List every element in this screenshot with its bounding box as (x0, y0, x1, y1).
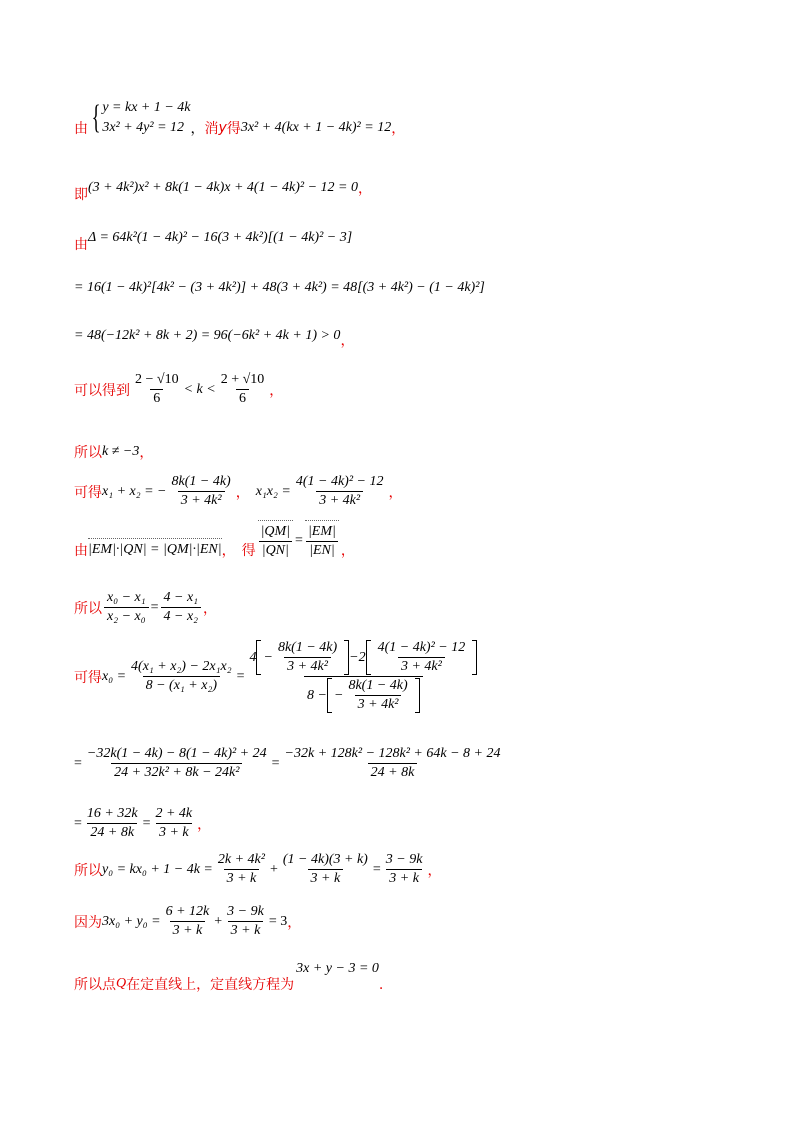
denominator: 8 − (x₁ + x₂) (143, 676, 220, 694)
fraction (132, 372, 182, 407)
fraction (163, 904, 213, 939)
lead-text: 由 (74, 121, 88, 137)
product-lhs: x₁x₂ = (255, 483, 291, 499)
numerator: 4 − $\frac{8k(1 - 4k)}{\text{3 + 4k²}}$ −2 $\frac{\text{4(1 − 4k)² − 12}}{\text{3 + 4k²}}$ (246, 640, 480, 676)
equals-sign: = (372, 861, 381, 877)
numerator: 8k(1 − 4k) (171, 474, 231, 489)
lead-text: 所以 (74, 445, 102, 461)
denominator: 3 + k (156, 823, 192, 841)
line-simplify-1 (74, 746, 505, 781)
fraction (224, 904, 267, 939)
numerator: 4 − x₁ (163, 590, 199, 605)
brace-symbol: { (91, 99, 101, 136)
denominator: |QN| (259, 541, 292, 559)
fraction (128, 659, 235, 694)
comma: ， (287, 914, 302, 931)
fraction (293, 474, 387, 509)
fraction (152, 806, 195, 841)
conclusion-text: 在定直线上，定直线方程为 (126, 977, 295, 993)
denominator: 3 + 4k² (398, 657, 445, 675)
equals-sign: = (295, 533, 303, 548)
lead-text: 由 (74, 237, 88, 253)
numerator: 3 − 9k (227, 904, 264, 919)
equals-sign: = (236, 668, 245, 684)
lead-text: 即 (74, 187, 88, 203)
fraction (258, 524, 293, 559)
k-condition: k ≠ −3 (102, 444, 140, 459)
plus-sign: + (269, 861, 278, 877)
system-eq-1: y = kx + 1 − 4k (102, 100, 191, 115)
denominator: 3 + k (386, 869, 422, 887)
fraction (218, 372, 268, 407)
comma: ， (221, 543, 236, 559)
numerator: 8k(1 − 4k) (348, 678, 408, 693)
bracket-group: − $\frac{8k(1 - 4k)}{\text{3 + 4k²}}$ (256, 640, 349, 675)
big-fraction (246, 640, 480, 713)
y0-lhs: y₀ = kx₀ + 1 − 4k = (102, 861, 213, 877)
denominator: 3 + k (308, 869, 344, 887)
denominator: 24 + 8k (87, 823, 137, 841)
numerator: 8k(1 − 4k) (277, 640, 338, 655)
fraction (104, 590, 149, 625)
numerator: |EM| (305, 524, 339, 541)
fraction (275, 640, 340, 675)
line-quadratic (74, 172, 372, 204)
numerator: 3 − 9k (385, 852, 423, 867)
inequality: < k < (183, 381, 216, 397)
comma: ， (203, 600, 218, 617)
denominator: |EN| (306, 541, 338, 559)
line-vector-ratio (74, 522, 355, 560)
denominator: 3 + 4k² (284, 657, 331, 675)
denominator: 3 + 4k² (178, 491, 225, 509)
line-discriminant (74, 222, 352, 254)
fraction (282, 746, 504, 781)
lead-text: 所以 (74, 600, 102, 617)
denominator: 3 + 4k² (316, 491, 363, 509)
denominator: 6 (150, 389, 163, 407)
fraction (383, 852, 426, 887)
comma: ， (357, 181, 372, 197)
line-discriminant-2 (74, 280, 485, 296)
line-system (74, 98, 405, 138)
substituted-equation: 3x² + 4(kx + 1 − 4k)² = 12 (240, 120, 392, 135)
numerator: 2 − √10 (135, 372, 179, 387)
get-text: 得 (241, 543, 256, 559)
verify-rhs: = 3 (268, 913, 288, 929)
numerator: x₀ − x₁ (107, 590, 146, 605)
lead-text: 可以得到 (74, 382, 130, 399)
discriminant-expr-2: = 16(1 − 4k)²[4k² − (3 + 4k²)] + 48(3 + 4k²) = 48[(3 + 4k²) − (1 − 4k)²] (74, 280, 485, 295)
lead-text: 所以 (74, 862, 102, 879)
lead-text: 因为 (74, 914, 102, 931)
numerator: −32k(1 − 4k) − 8(1 − 4k)² + 24 (86, 746, 267, 761)
denominator: 3 + k (224, 869, 260, 887)
sum-lhs: x₁ + x₂ = − (102, 483, 167, 499)
fraction (169, 474, 234, 509)
quadratic-equation: (3 + 4k²)x² + 8k(1 − 4k)x + 4(1 − 4k)² − 12 = 0 (88, 180, 358, 195)
denominator: 8 − − $\frac{8k(1 - 4k)}{\text{3 + 4k²}}$ (304, 676, 423, 713)
line-simplify-2 (74, 806, 211, 841)
numerator: 6 + 12k (165, 904, 210, 919)
denominator: 3 + k (170, 921, 206, 939)
line-k-range (74, 372, 283, 407)
equals-sign: = (142, 815, 151, 831)
comma: ， (340, 333, 355, 349)
fraction (345, 678, 410, 713)
fraction (280, 852, 371, 887)
denominator: 3 + 4k² (355, 695, 402, 713)
discriminant-expr: Δ = 64k²(1 − 4k)² − 16(3 + 4k²)[(1 − 4k)² − 3] (88, 230, 353, 245)
point-label: Q (116, 976, 127, 991)
fraction (161, 590, 202, 625)
equals-sign: = (74, 755, 82, 771)
equation-system (88, 98, 191, 138)
line-vieta (74, 474, 402, 509)
bracket-group (366, 640, 478, 675)
denominator: 3 + k (228, 921, 264, 939)
fraction (84, 746, 270, 781)
verify-lhs: 3x₀ + y₀ = (102, 913, 161, 929)
bracket-group: − $\frac{8k(1 - 4k)}{\text{3 + 4k²}}$ (327, 678, 420, 713)
comma: ， (197, 816, 212, 833)
line-discriminant-3 (74, 322, 354, 350)
fraction (84, 806, 141, 841)
denominator: 6 (236, 389, 249, 407)
equals-sign: = (271, 755, 280, 771)
comma: ， (388, 484, 403, 501)
line-x0 (74, 640, 482, 713)
numerator: 4(1 − 4k)² − 12 (377, 640, 466, 655)
get-text: 得 (226, 121, 241, 137)
plus-sign: + (214, 913, 223, 929)
numerator: −32k + 128k² − 128k² + 64k − 8 + 24 (284, 746, 501, 761)
lead-text: 可得 (74, 484, 102, 501)
comma: ， (391, 121, 406, 137)
line-equation: 3x + y − 3 = 0 (296, 961, 379, 976)
fraction (375, 640, 469, 675)
fraction (215, 852, 268, 887)
denominator: 24 + 32k² + 8k − 24k² (111, 763, 242, 781)
comma: ， (190, 122, 205, 137)
numerator: |QM| (258, 524, 293, 541)
numerator: 16 + 32k (86, 806, 138, 821)
numerator: (1 − 4k)(3 + k) (282, 852, 368, 867)
numerator: 2 + √10 (220, 372, 265, 387)
vector-product-equation: |EM|·|QN| = |QM|·|EN| (88, 542, 222, 557)
line-conclusion (74, 952, 383, 994)
comma: ， (340, 543, 355, 559)
denominator: x₂ − x₀ (104, 607, 149, 625)
line-k-condition (74, 442, 153, 462)
lead-text: 所以点 (74, 977, 116, 993)
comma: ， (427, 862, 442, 879)
fraction (305, 524, 339, 559)
lead-text: 可得 (74, 669, 102, 686)
system-eq-2: 3x² + 4y² = 12 (102, 120, 185, 135)
equals-sign: = (74, 815, 82, 831)
comma: ， (269, 382, 284, 399)
line-verify (74, 904, 301, 939)
numerator: 4(1 − 4k)² − 12 (295, 474, 384, 489)
equals-sign: = (150, 599, 159, 615)
line-y0 (74, 852, 441, 887)
numerator: 4(x₁ + x₂) − 2x₁x₂ (131, 659, 232, 674)
denominator: 4 − x₂ (161, 607, 202, 625)
line-ratio (74, 590, 217, 625)
period: . (378, 977, 384, 993)
separator: ， (235, 484, 250, 501)
discriminant-expr-3: = 48(−12k² + 8k + 2) = 96(−6k² + 4k + 1) > 0 (74, 328, 341, 343)
eliminate-var: y (218, 120, 227, 136)
eliminate-text: 消 (204, 121, 219, 137)
denominator: 24 + 8k (368, 763, 418, 781)
lead-text: 由 (74, 543, 88, 559)
numerator: 2 + 4k (155, 806, 193, 821)
comma: ， (139, 445, 154, 461)
numerator: 2k + 4k² (217, 852, 265, 867)
x0-lhs: x₀ = (102, 668, 127, 684)
